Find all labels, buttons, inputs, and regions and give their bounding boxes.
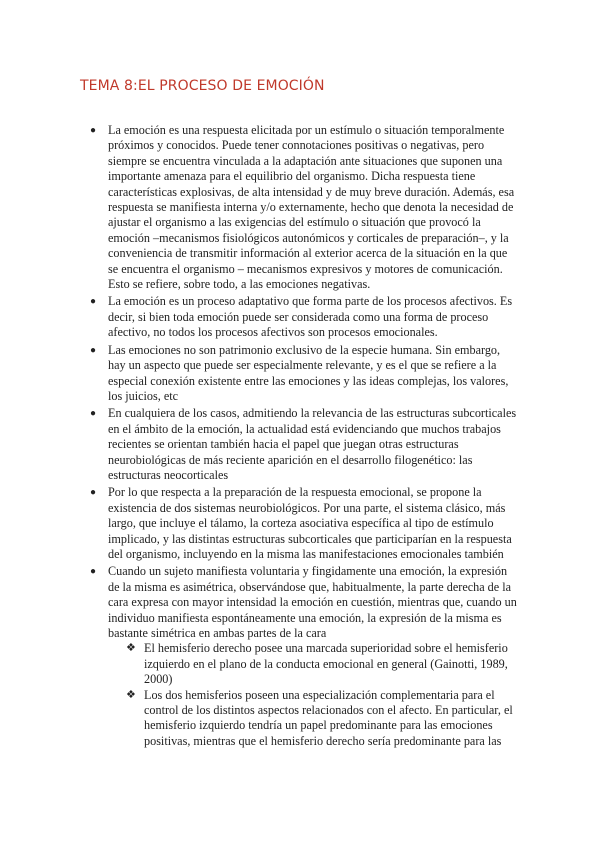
sub-paragraph-text: El hemisferio derecho posee una marcada superioridad sobre el hemisferio izquierdo en el plano de la conducta emocional en general (Gainotti, 1989, 2000): [144, 641, 508, 687]
bullet-icon: ●: [90, 125, 97, 136]
diamond-bullet-icon: ❖: [126, 642, 136, 655]
paragraph-text: En cualquiera de los casos, admitiendo la relevancia de las estructuras subcorticales en el ámbito de la emoción, la actualidad está evidenciando que muchos trabajos recientes se orientan también hacia el papel que juegan otras estructuras neurobiológicas de más reciente aparición en el desarrollo filogenético: las estructuras neocorticales: [108, 406, 517, 482]
sub-paragraph-text: Los dos hemisferios poseen una especialización complementaria para el control de los distintos aspectos relacionados con el afecto. En particular, el hemisferio izquierdo tendría un papel predominante para las emociones positivas, mientras que el hemisferio derecho sería predominante para las: [144, 687, 513, 748]
bullet-icon: ●: [90, 408, 97, 420]
bullet-icon: ●: [90, 296, 97, 308]
paragraph-text: Cuando un sujeto manifiesta voluntaria y fingidamente una emoción, la expresión de la misma es asimétrica, observándose que, habitualmente, la parte derecha de la cara expresa con mayor intensidad la emoción en cuestión, mientras que, cuando un individuo manifiesta espontáneamente una emoción, la expresión de la misma es bastante simétrica en ambas partes de la cara: [108, 564, 517, 640]
bullet-icon: ●: [90, 566, 97, 578]
list-item: [90, 485, 518, 562]
diamond-bullet-icon: ❖: [126, 688, 136, 701]
list-item: [90, 123, 518, 292]
sub-bullet-list: [108, 641, 518, 749]
sub-list-item: [126, 641, 518, 687]
list-item: [90, 294, 518, 340]
page-title: TEMA 8:EL PROCESO DE EMOCIÓN: [80, 78, 325, 94]
list-item: [90, 342, 518, 405]
list-item: [90, 564, 518, 749]
bullet-icon: ●: [90, 487, 97, 499]
paragraph-text: Las emociones no son patrimonio exclusivo de la especie humana. Sin embargo, hay un aspecto que puede ser especialmente relevante, y es el que se refiere a la especial conexión existente entre las emociones y las ideas complejas, los valores, los juicios, etc: [108, 342, 509, 403]
paragraph-text: La emoción es un proceso adaptativo que forma parte de los procesos afectivos. Es decir, si bien toda emoción puede ser considerada como una forma de proceso afectivo, no todos los procesos afectivos son procesos emocionales.: [108, 294, 513, 340]
bullet-icon: ●: [90, 344, 97, 356]
paragraph-text: Por lo que respecta a la preparación de la respuesta emocional, se propone la existencia de dos sistemas neurobiológicos. Por una parte, el sistema clásico, más largo, que incluye el tálamo, la corteza asociativa específica al tipo de estímulo implicado, y las distintas estructuras subcorticales que participarían en la respuesta del organismo, incluyendo en la misma las manifestaciones emocionales también: [108, 485, 512, 561]
list-item: [90, 406, 518, 483]
sub-list-item: [126, 687, 518, 750]
paragraph-text: La emoción es una respuesta elicitada por un estímulo o situación temporalmente próximos y conocidos. Puede tener connotaciones positivas o negativas, pero siempre se encuentra vinculada a la adaptación ante situaciones que suponen una importante amenaza para el equilibrio del organismo. Dicha respuesta tiene características explosivas, de alta intensidad y de muy breve duración. Además, esa respuesta se manifiesta interna y/o externamente, hecho que denota la necesidad de ajustar el organismo a las exigencias del estímulo o situación que provocó la emoción –mecanismos fisiológicos autonómicos y corticales de preparación–, y la conveniencia de transmitir información al exterior acerca de la situación en la que se encuentra el organismo – mecanismos expresivos y motores de comunicación. Esto se refiere, sobre todo, a las emociones negativas.: [108, 123, 515, 292]
bullet-list: [90, 123, 518, 751]
